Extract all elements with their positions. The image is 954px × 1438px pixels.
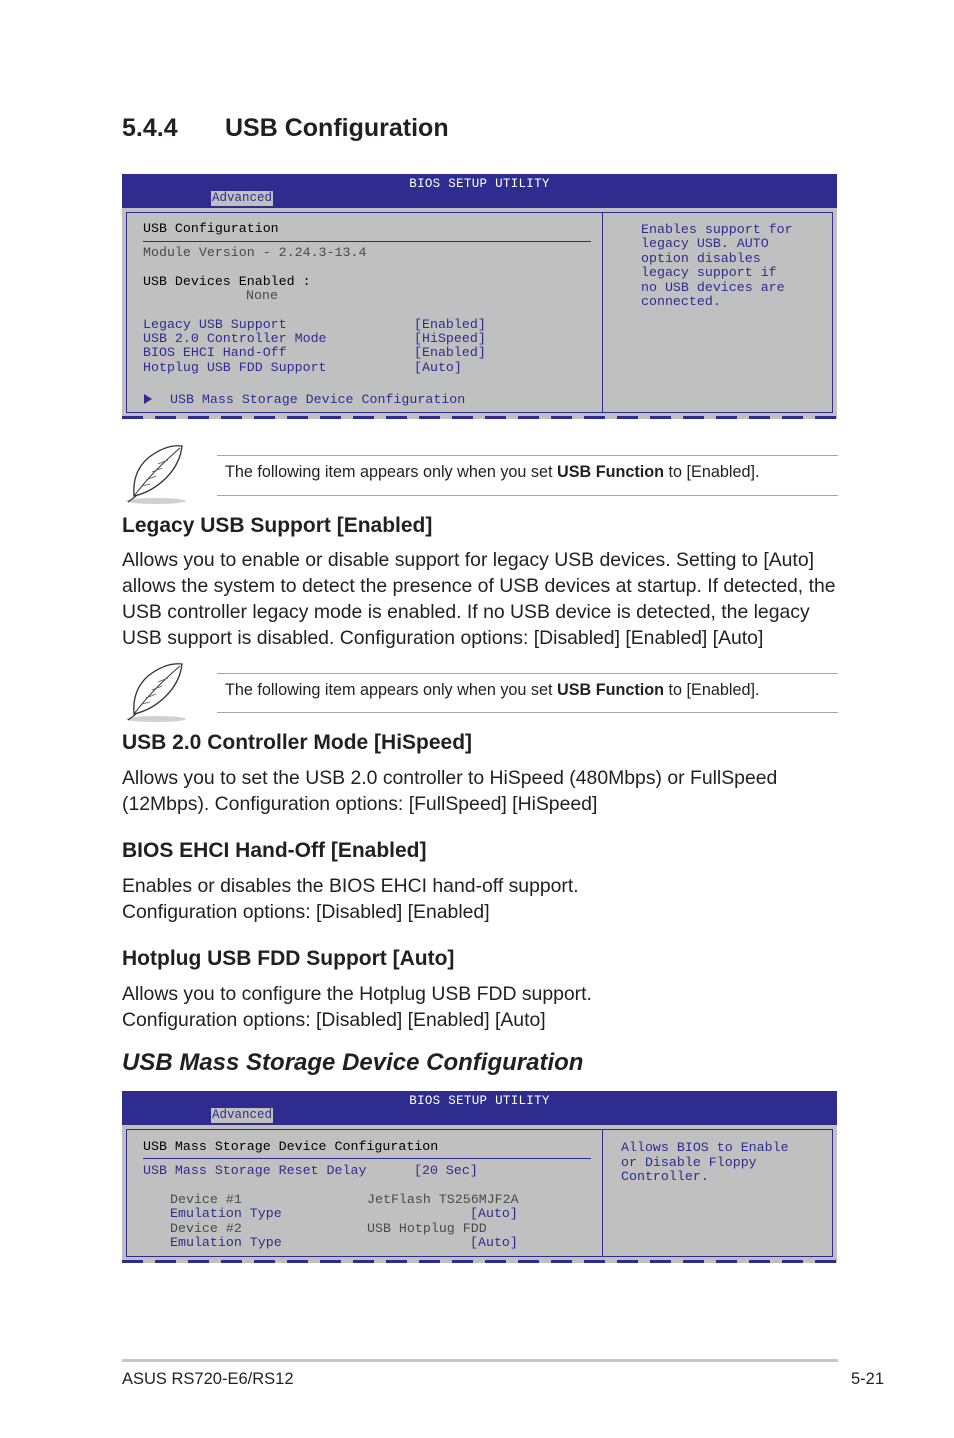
footer-product-name: ASUS RS720-E6/RS12	[122, 1370, 294, 1388]
bios-item-hotplug-usb-fdd[interactable]: Hotplug USB FDD Support	[143, 360, 327, 375]
bios-utility-title: BIOS SETUP UTILITY	[409, 1094, 550, 1108]
heading-bios-ehci-hand-off: BIOS EHCI Hand-Off [Enabled]	[122, 839, 427, 862]
note-text-suffix: to [Enabled].	[664, 681, 760, 699]
bios-value-legacy-usb-support[interactable]: [Enabled]	[414, 317, 486, 332]
bios-utility-title: BIOS SETUP UTILITY	[409, 177, 550, 191]
note-text	[225, 681, 759, 700]
paragraph-line: Configuration options: [Disabled] [Enabled]	[122, 901, 490, 923]
footer-page-number: 5-21	[850, 1370, 884, 1388]
paragraph-line: Allows you to enable or disable support for legacy USB devices. Setting to [Auto]	[122, 549, 814, 571]
bios-help-line: legacy support if	[641, 265, 777, 280]
submenu-arrow-icon	[144, 394, 152, 404]
section-title-text: USB Configuration	[225, 114, 449, 142]
footer-rule	[122, 1359, 838, 1362]
bios-heading-rule	[143, 1158, 591, 1159]
paragraph-line: (12Mbps). Configuration options: [FullSpeed] [HiSpeed]	[122, 793, 598, 815]
heading-hotplug-usb-fdd: Hotplug USB FDD Support [Auto]	[122, 947, 455, 970]
paragraph-line: Allows you to configure the Hotplug USB FDD support.	[122, 983, 592, 1005]
usb-devices-enabled-label: USB Devices Enabled :	[143, 274, 311, 289]
note-rule-top	[217, 455, 838, 456]
bios-help-line: option disables	[641, 251, 761, 266]
paragraph-line: Allows you to set the USB 2.0 controller to HiSpeed (480Mbps) or FullSpeed	[122, 767, 778, 789]
bios-item-emulation-type-1[interactable]: Emulation Type	[170, 1206, 282, 1221]
bios-item-reset-delay[interactable]: USB Mass Storage Reset Delay	[143, 1163, 367, 1178]
bios-tab-advanced[interactable]: Advanced	[212, 1108, 273, 1122]
device-1-value: JetFlash TS256MJF2A	[367, 1192, 519, 1207]
paragraph-line: USB support is disabled. Configuration options: [Disabled] [Enabled] [Auto]	[122, 627, 764, 649]
usb-devices-enabled-value: None	[246, 288, 278, 303]
bios-panel-divider	[602, 213, 603, 412]
bios-bottom-dashes	[122, 416, 837, 419]
note-rule-bottom	[217, 495, 838, 496]
bios-body	[126, 212, 833, 413]
bios-heading: USB Configuration	[143, 221, 279, 236]
bios-title-bar	[122, 1091, 837, 1125]
section-number: 5.4.4	[122, 114, 178, 142]
bios-item-ehci-hand-off[interactable]: BIOS EHCI Hand-Off	[143, 345, 287, 360]
paragraph-line: Enables or disables the BIOS EHCI hand-off support.	[122, 875, 579, 897]
bios-body	[126, 1129, 833, 1257]
bios-value-emulation-type-1[interactable]: [Auto]	[470, 1206, 518, 1221]
bios-help-line: connected.	[641, 294, 721, 309]
bios-value-reset-delay[interactable]: [20 Sec]	[414, 1163, 478, 1178]
bios-value-hotplug-usb-fdd[interactable]: [Auto]	[414, 360, 462, 375]
paragraph-line: allows the system to detect the presence of USB devices at startup. If detected, the	[122, 575, 836, 597]
bios-submenu-mass-storage[interactable]: USB Mass Storage Device Configuration	[170, 392, 466, 407]
ehci-description	[122, 873, 852, 925]
bios-help-line: or Disable Floppy	[621, 1155, 757, 1170]
module-version: Module Version - 2.24.3-13.4	[143, 245, 367, 260]
feather-pen-icon	[122, 660, 188, 726]
note-usb-function	[122, 660, 838, 732]
note-text-bold: USB Function	[557, 681, 665, 699]
hotplug-description	[122, 981, 852, 1033]
note-text-prefix: The following item appears only when you set	[225, 463, 558, 481]
note-text-prefix: The following item appears only when you set	[225, 681, 558, 699]
note-rule-top	[217, 673, 838, 674]
feather-pen-icon	[122, 442, 188, 508]
bios-heading: USB Mass Storage Device Configuration	[143, 1139, 439, 1154]
note-text	[225, 463, 759, 482]
section-title	[122, 114, 449, 143]
device-2-value: USB Hotplug FDD	[367, 1221, 487, 1236]
paragraph-line: Configuration options: [Disabled] [Enabled] [Auto]	[122, 1009, 546, 1031]
bios-help-line: no USB devices are	[641, 280, 785, 295]
bios-item-usb20-controller-mode[interactable]: USB 2.0 Controller Mode	[143, 331, 327, 346]
legacy-usb-description	[122, 547, 852, 651]
bios-value-emulation-type-2[interactable]: [Auto]	[470, 1235, 518, 1250]
bios-screen-usb-configuration	[122, 174, 837, 419]
heading-legacy-usb-support: Legacy USB Support [Enabled]	[122, 514, 433, 537]
note-text-bold: USB Function	[557, 463, 665, 481]
bios-help-line: Controller.	[621, 1169, 709, 1184]
note-usb-function	[122, 442, 838, 514]
bios-tab-advanced[interactable]: Advanced	[212, 191, 273, 205]
device-2-label: Device #2	[170, 1221, 242, 1236]
usb20-description	[122, 765, 852, 817]
bios-item-emulation-type-2[interactable]: Emulation Type	[170, 1235, 282, 1250]
note-rule-bottom	[217, 712, 838, 713]
bios-help-line: legacy USB. AUTO	[641, 236, 769, 251]
bios-title-bar	[122, 174, 837, 208]
bios-bottom-dashes	[122, 1260, 837, 1263]
bios-item-legacy-usb-support[interactable]: Legacy USB Support	[143, 317, 287, 332]
bios-screen-mass-storage	[122, 1091, 837, 1263]
paragraph-line: USB controller legacy mode is enabled. If no USB device is detected, the legacy	[122, 601, 810, 623]
bios-value-ehci-hand-off[interactable]: [Enabled]	[414, 345, 486, 360]
note-text-suffix: to [Enabled].	[664, 463, 760, 481]
bios-help-line: Enables support for	[641, 222, 793, 237]
heading-usb20-controller-mode: USB 2.0 Controller Mode [HiSpeed]	[122, 731, 473, 754]
bios-panel-divider	[602, 1130, 603, 1256]
bios-value-usb20-controller-mode[interactable]: [HiSpeed]	[414, 331, 486, 346]
bios-help-line: Allows BIOS to Enable	[621, 1140, 789, 1155]
device-1-label: Device #1	[170, 1192, 242, 1207]
bios-heading-rule	[143, 241, 591, 242]
heading-usb-mass-storage: USB Mass Storage Device Configuration	[122, 1049, 584, 1076]
